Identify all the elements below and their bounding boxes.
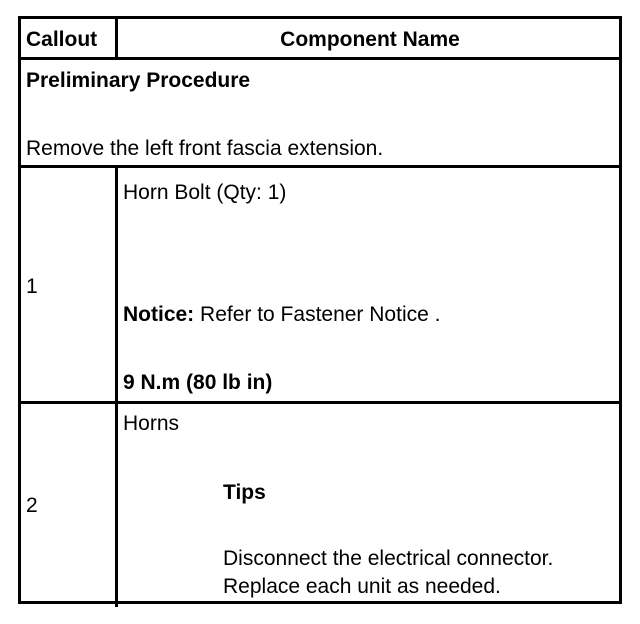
header-component-name: Component Name: [280, 28, 460, 51]
row1-divider: [115, 165, 118, 407]
component-table: [18, 16, 622, 604]
header-rule: [21, 57, 619, 60]
row1-notice-text: Refer to Fastener Notice .: [194, 303, 441, 326]
row1-callout: 1: [26, 275, 38, 298]
header-divider: [115, 19, 118, 57]
row1-notice-label: Notice:: [123, 303, 195, 326]
preliminary-text: Remove the left front fascia extension.: [26, 137, 384, 160]
row2-tip-item: Disconnect the electrical connector.: [223, 547, 554, 570]
row2-component-name: Horns: [123, 412, 180, 435]
preliminary-title: Preliminary Procedure: [26, 69, 251, 92]
row2-divider: [115, 401, 118, 607]
header-callout: Callout: [26, 28, 98, 51]
row1-torque: 9 N.m (80 lb in): [123, 371, 273, 394]
row1-notice: [123, 303, 440, 327]
preliminary-rule: [21, 165, 619, 168]
row1-rule: [21, 401, 619, 404]
row2-callout: 2: [26, 494, 38, 517]
row2-tips-title: Tips: [223, 481, 266, 504]
row2-tip-item: Replace each unit as needed.: [223, 575, 501, 598]
row1-component-name: Horn Bolt (Qty: 1): [123, 181, 287, 204]
